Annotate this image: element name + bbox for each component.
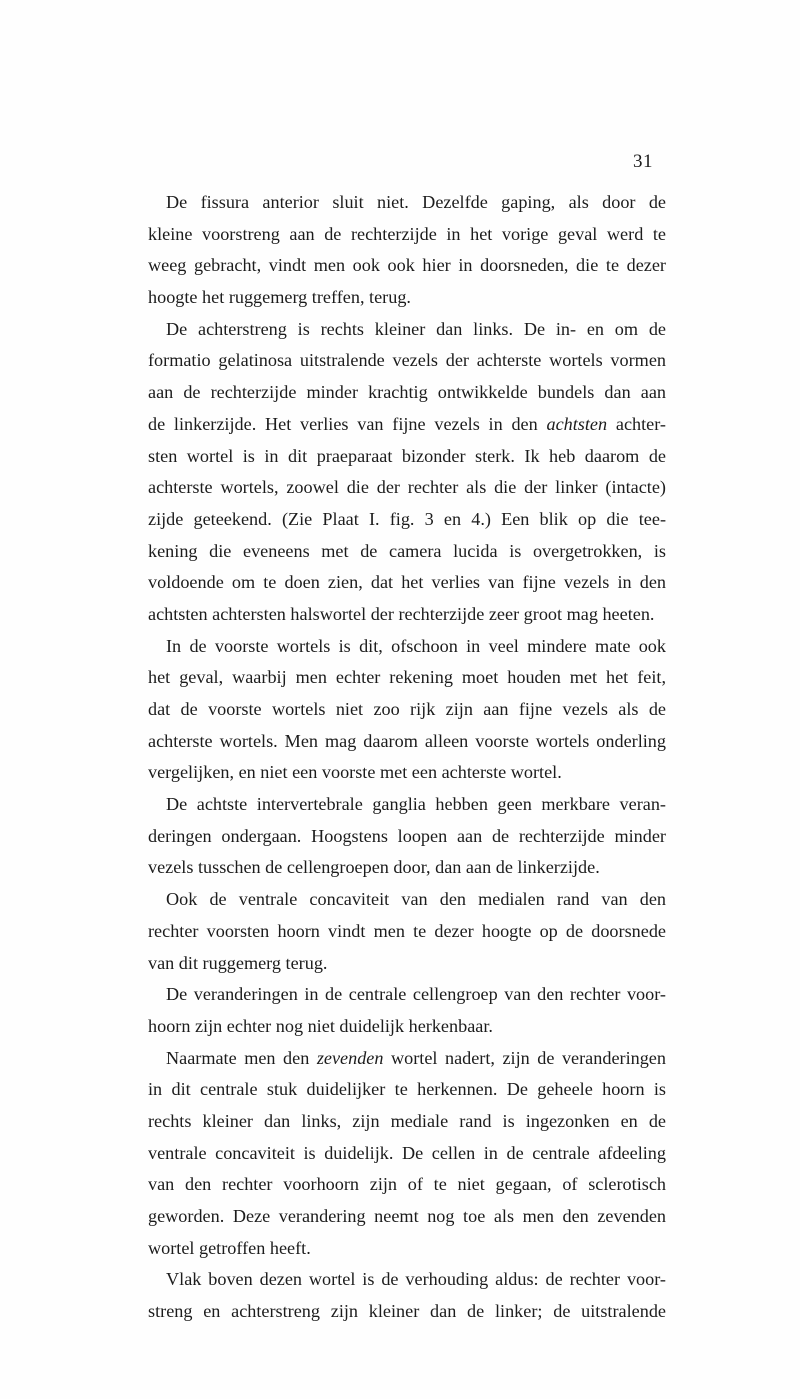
text-line: vergelijken, en niet een voorste met een achterste wortel.: [148, 762, 562, 783]
text-line: van den rechter voorhoorn zijn of te niet gegaan, of sclerotisch: [148, 1174, 666, 1195]
text-line: streng en achterstreng zijn kleiner dan de linker; de uitstralende: [148, 1301, 666, 1322]
emphasized-word: achtsten: [546, 413, 608, 434]
text-line: In de voorste wortels is dit, ofschoon in veel mindere mate ook: [166, 635, 666, 656]
text-line: vezels tusschen de cellengroepen door, dan aan de linkerzijde.: [148, 857, 600, 878]
text-line: achterste wortels. Men mag daarom alleen voorste wortels onderling: [148, 730, 666, 751]
text-line: zijde geteekend. (Zie Plaat I. fig. 3 en 4.) Een blik op die tee-: [148, 508, 666, 529]
text-line: De achterstreng is rechts kleiner dan links. De in- en om de: [166, 318, 666, 339]
text-line: De veranderingen in de centrale cellengroep van den rechter voor-: [166, 984, 666, 1005]
text-line: achtsten achtersten halswortel der rechterzijde zeer groot mag heeten.: [148, 603, 655, 624]
text-line: weeg gebracht, vindt men ook ook hier in doorsneden, die te dezer: [148, 255, 666, 276]
text-line: Naarmate men den zevenden wortel nadert, zijn de veranderingen: [166, 1047, 666, 1068]
text-line: achterste wortels, zoowel die der rechter als die der linker (intacte): [148, 477, 666, 498]
text-line: ventrale concaviteit is duidelijk. De cellen in de centrale afdeeling: [148, 1142, 666, 1163]
text-line: Ook de ventrale concaviteit van den medialen rand van den: [166, 889, 666, 910]
text-line: de linkerzijde. Het verlies van fijne vezels in den achtsten achter-: [148, 413, 666, 434]
text-line: De fissura anterior sluit niet. Dezelfde gaping, als door de: [166, 192, 666, 212]
text-line: voldoende om te doen zien, dat het verlies van fijne vezels in den: [148, 572, 666, 593]
text-line: wortel getroffen heeft.: [148, 1237, 311, 1258]
text-line: dat de voorste wortels niet zoo rijk zijn aan fijne vezels als de: [148, 699, 666, 719]
text-line: hoogte het ruggemerg treffen, terug.: [148, 287, 411, 308]
text-line: rechter voorsten hoorn vindt men te dezer hoogte op de doorsnede: [148, 920, 666, 941]
text-line: het geval, waarbij men echter rekening moet houden met het feit,: [148, 667, 666, 688]
text-line: geworden. Deze verandering neemt nog toe als men den zevenden: [148, 1206, 666, 1226]
text-line: kleine voorstreng aan de rechterzijde in het vorige geval werd te: [148, 223, 666, 244]
text-line: hoorn zijn echter nog niet duidelijk herkenbaar.: [148, 1015, 493, 1036]
text-line: in dit centrale stuk duidelijker te herkennen. De geheele hoorn is: [148, 1079, 666, 1100]
text-line: De achtste intervertebrale ganglia hebben geen merkbare veran-: [166, 794, 666, 815]
text-line: formatio gelatinosa uitstralende vezels der achterste wortels vormen: [148, 350, 666, 371]
text-line: deringen ondergaan. Hoogstens loopen aan de rechterzijde minder: [148, 825, 666, 846]
page-number: 31: [633, 151, 653, 172]
emphasized-word: zevenden: [316, 1047, 384, 1068]
text-line: sten wortel is in dit praeparaat bizonder sterk. Ik heb daarom de: [148, 445, 666, 466]
text-line: Vlak boven dezen wortel is de verhouding aldus: de rechter voor-: [166, 1269, 666, 1290]
body-text: [148, 187, 666, 1328]
text-line: kening die eveneens met de camera lucida is overgetrokken, is: [148, 540, 666, 561]
text-line: rechts kleiner dan links, zijn mediale rand is ingezonken en de: [148, 1110, 666, 1131]
text-line: van dit ruggemerg terug.: [148, 952, 328, 973]
text-line: aan de rechterzijde minder krachtig ontwikkelde bundels dan aan: [148, 382, 666, 403]
